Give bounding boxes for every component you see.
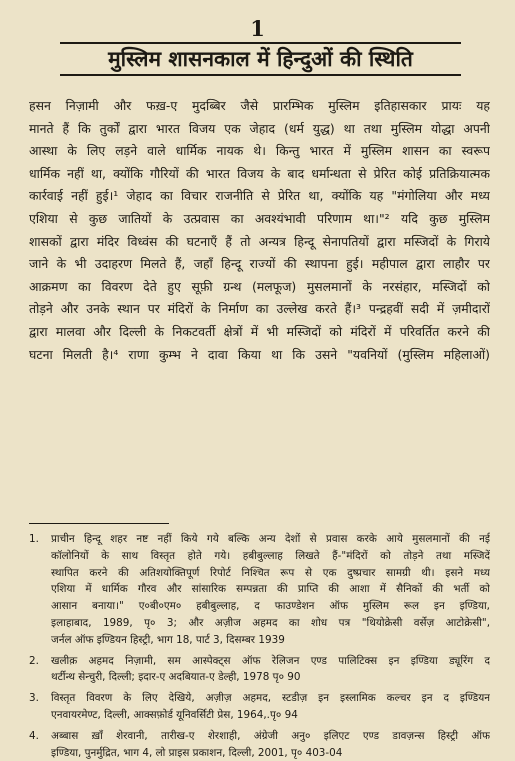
- footnote-line: इण्डिया, पुनर्मुद्रित, भाग 4, लो प्राइस प्रकाशन, दिल्ली, 2001, पृ० 403-04: [51, 746, 343, 759]
- footnote-line: थर्टीन्थ सेन्चुरी, दिल्ली; इदार-ए अदबियात-ए डेल्ही, 1978 पृ० 90: [51, 671, 301, 684]
- footnote-line: एनवायरमेण्ट, दिल्ली, आक्सफ़ोर्ड यूनिवर्सिटी प्रेस, 1964,.पृ० 94: [51, 708, 298, 721]
- footnote-line: इलाहाबाद, 1989, पृ० 3; और अज़ीज अहमद का शोध पत्र "थियोक्रेसी वर्सेज़ आटोक्रेसी",: [51, 616, 490, 629]
- footnote-separator: [29, 523, 169, 524]
- body-line: द्वारा मालवा और दिल्ली के निकटवर्ती क्षेत्रों में भी मस्जिदों को मंदिरों में परिवर्तित करने की: [29, 323, 490, 339]
- body-paragraph: [29, 95, 490, 366]
- body-line: मानते हैं कि तुर्कों द्वारा भारत विजय एक जेहाद (धर्म युद्ध) था तथा मुस्लिम योद्धा अपनी: [29, 120, 490, 136]
- footnote-line: खलीक़ अहमद निज़ामी, सम आस्पेक्ट्स ऑफ रेलिजन एण्ड पालिटिक्स इन इण्डिया ड्यूरिंग द: [51, 654, 490, 667]
- footnote-line: जर्नल ऑफ इण्डियन हिस्ट्री, भाग 18, पार्ट 3, दिसम्बर 1939: [51, 633, 285, 646]
- footnote-line: कॉलोनियों के साथ विस्तृत होते गये। हबीबुल्लाह लिखते हैं-"मंदिरों को तोड़ने तथा मस्जिदें: [51, 549, 490, 562]
- body-line: शासकों द्वारा मंदिर विध्वंस की घटनाएँ हैं तो अन्यत्र हिन्दू सेनापतियों द्वारा मस्जिदों के गिराये: [29, 233, 490, 249]
- footnote: [29, 690, 490, 724]
- footnote: [29, 728, 490, 761]
- chapter-title-box: [60, 42, 461, 76]
- body-line: हसन निज़ामी और फख़-ए मुदब्बिर जैसे प्रारम्भिक मुस्लिम इतिहासकार प्रायः यह: [29, 98, 490, 113]
- chapter-title: मुस्लिम शासनकाल में हिन्दुओं की स्थिति: [108, 47, 413, 71]
- footnote-line: प्राचीन हिन्दू शहर नष्ट नहीं किये गये बल्कि अन्य देशों से प्रवास करके आये मुसलमानों की नई: [51, 533, 490, 545]
- footnote-line: एशिया में धार्मिक गौरव और सांसारिक सम्पन्नता की प्राप्ति की आशा में सैनिकों की भर्ती को: [51, 583, 490, 596]
- footnotes: [29, 531, 490, 761]
- footnote-text: [51, 690, 490, 724]
- footnote-line: आसान बनाया।" ए०बी०एम० हबीबुल्लाह, द फाउण्डेशन ऑफ मुस्लिम रूल इन इण्डिया,: [51, 600, 490, 613]
- body-line: घटना मिलती है।⁴ राणा कुम्भ ने दावा किया था कि उसने "यवनियों (मुस्लिम महिलाओं): [29, 346, 490, 362]
- footnote-number: 2.: [29, 654, 39, 667]
- footnote-line: अब्बास ख़ाँ शेरवानी, तारीख-ए शेरशाही, अंग्रेजी अनु० इलिएट एण्ड डावज़न्स हिस्ट्री ऑफ: [51, 729, 490, 742]
- chapter-number: 1: [250, 16, 265, 41]
- body-line: आस्था के लिए लड़ने वाले धार्मिक नायक थे। किन्तु भारत में मुस्लिम शासन का स्वरूप: [29, 143, 490, 159]
- footnote-number: 1.: [29, 533, 39, 545]
- body-line: जाने के भी उदाहरण मिलते हैं, जहाँ हिन्दू राज्यों की स्थापना हुई। महीपाल द्वारा लाहौर पर: [29, 256, 490, 272]
- footnote-line: विस्तृत विवरण के लिए देखिये, अज़ीज़ अहमद, स्टडीज़ इन इस्लामिक कल्चर इन द इण्डियन: [51, 692, 490, 705]
- footnote-text: [51, 728, 490, 761]
- footnote-line: स्थापित करने की अतिशयोक्तिपूर्ण रिपोर्ट निश्चित रूप से एक दुष्प्रचार सामग्री थी। इसने मध्य: [51, 566, 490, 579]
- body-line: धार्मिक नहीं था, क्योंकि गौरियों की भारत विजय के बाद धर्मान्धता से प्रेरित कोई प्रतिक्रियात्मक: [29, 165, 490, 181]
- footnote: [29, 531, 490, 649]
- body-line: आक्रमण का विवरण देते हुए सूफ़ी ग्रन्थ (मलफूज) मुसलमानों के नरसंहार, मस्जिदों को: [29, 278, 490, 294]
- body-line: एशिया से कुछ जातियों के उत्प्रवास का अवश्यंभावी परिणाम था।"² यदि कुछ मुस्लिम: [29, 210, 490, 226]
- footnote-text: [51, 653, 490, 687]
- footnote-text: [51, 531, 490, 649]
- footnote: [29, 653, 490, 687]
- footnote-number: 3.: [29, 692, 39, 705]
- footnote-number: 4.: [29, 729, 39, 742]
- body-line: कार्रवाई नहीं हुई।¹ जेहाद का विचार राजनीति से प्रेरित था, क्योंकि यह "मंगोलिया और मध्य: [29, 188, 490, 204]
- show-through-text: [60, 0, 460, 10]
- body-line: तोड़ने और उनके स्थान पर मंदिरों के निर्माण का उल्लेख करते हैं।³ पन्द्रहवीं सदी में ज़मीदारों: [29, 301, 490, 317]
